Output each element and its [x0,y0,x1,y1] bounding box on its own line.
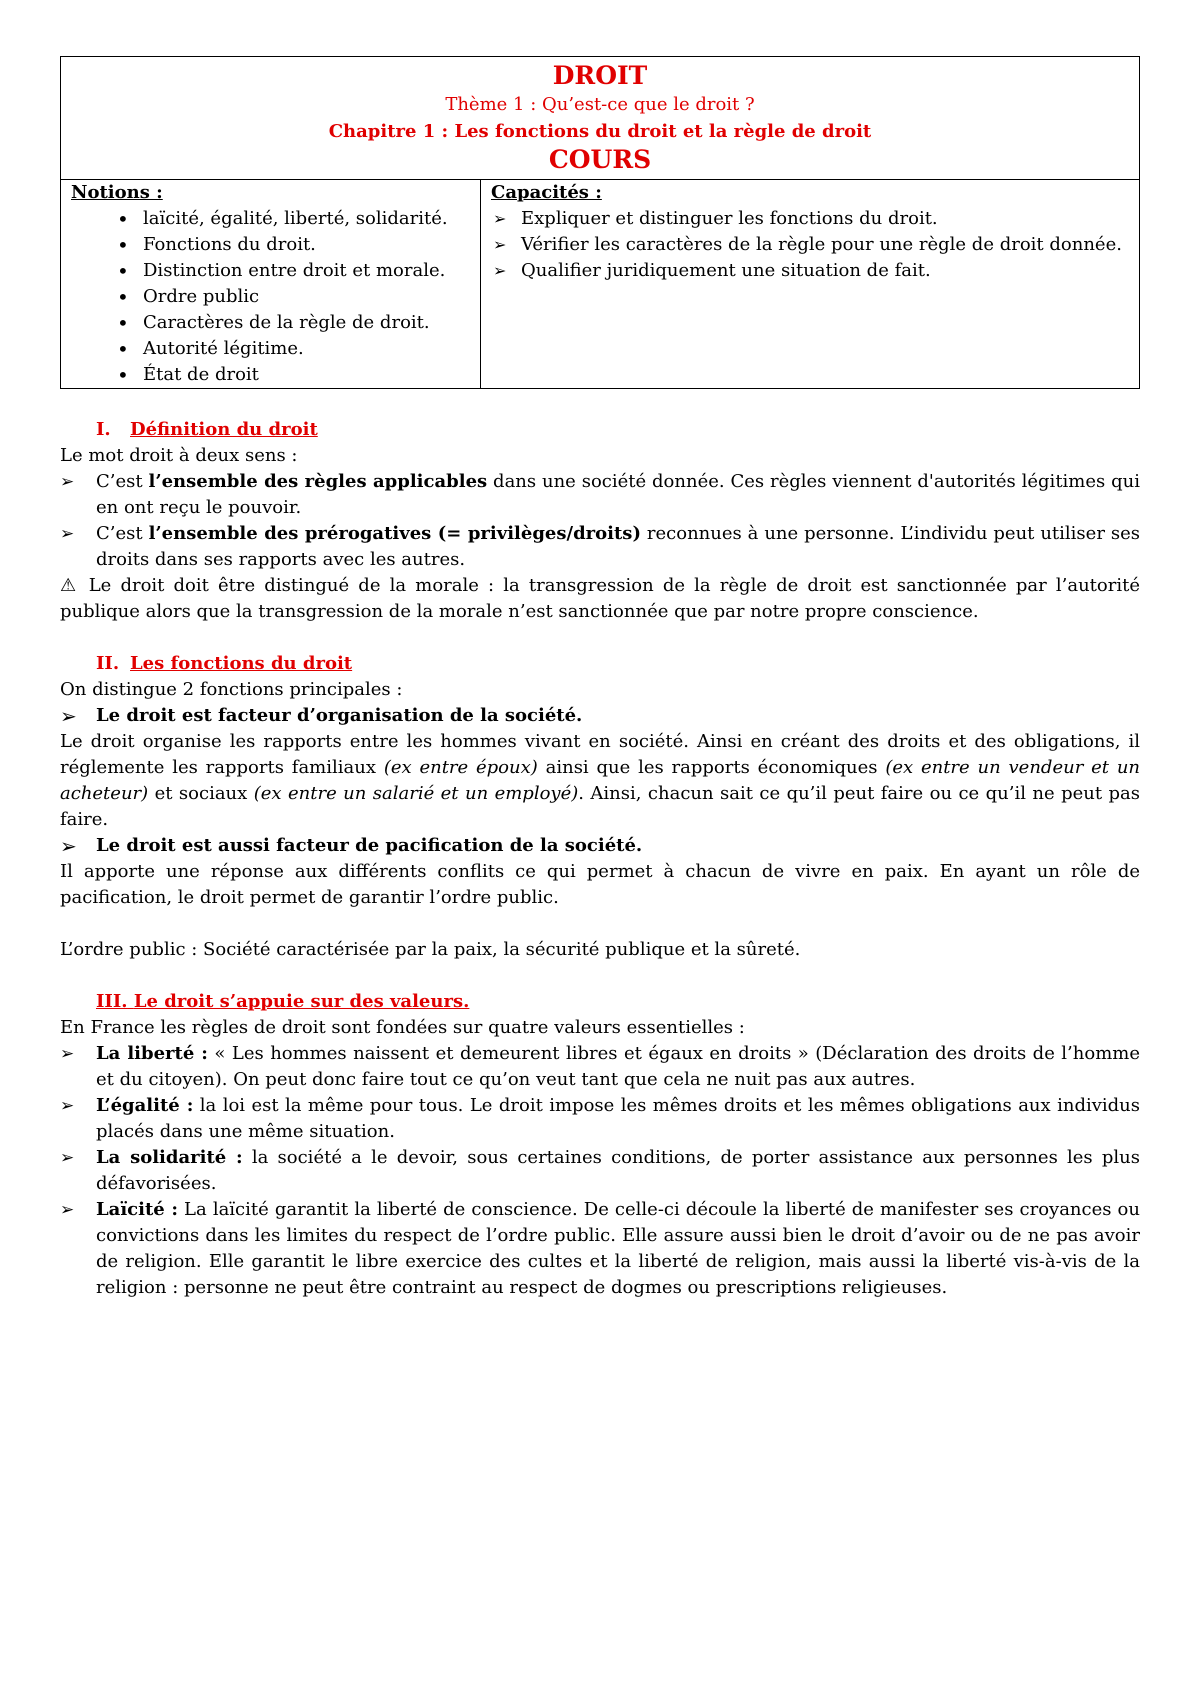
notion-item: • Distinction entre droit et morale. [71,258,470,284]
function-paragraph: Il apporte une réponse aux différents conflits ce qui permet à chacun de vivre en paix. En ayant un rôle de pacification, le droit permet de garantir l’ordre public. [60,861,1140,908]
capacite-text: Expliquer et distinguer les fonctions du droit. [521,208,938,229]
arrow-icon: ➢ [60,472,75,492]
arrow-icon: ➢ [493,261,507,280]
function-heading: ➢ Le droit est facteur d’organisation de la société. [60,704,583,728]
warning-icon: ⚠ [60,575,80,596]
notion-item: • Caractères de la règle de droit. [71,310,470,336]
section-title: III. Le droit s’appuie sur des valeurs. [96,991,470,1012]
value-item: ➢ La solidarité : la société a le devoir, sous certaines conditions, de porter assistance aux personnes les plus défavorisées. [60,1147,1140,1194]
value-item: ➢ La liberté : « Les hommes naissent et demeurent libres et égaux en droits » (Déclaration des droits de l’homme et du citoyen). On peut donc faire tout ce qu’on veut tant que cela ne nuit pas aux autres. [60,1043,1141,1090]
notion-item: • État de droit [71,362,470,388]
section-1-intro: Le mot droit à deux sens : [60,445,298,466]
arrow-icon: ➢ [60,1096,75,1116]
section-number: III. [96,991,128,1012]
notions-cell [61,180,481,388]
function-paragraph: Le droit organise les rapports entre les hommes vivant en société. Ainsi en créant des droits et des obligations, il réglemente les rapports familiaux (ex entre époux) ainsi que les rapports économiques (ex entre un vendeur et un acheteur) et sociaux (ex entre un salarié et un employé). Ainsi, chacun sait ce qu’il peut faire ou ce qu’il ne peut pas faire. [60,731,1140,830]
function-heading: ➢ Le droit est aussi facteur de pacification de la société. [60,834,643,858]
notion-item: • Ordre public [71,284,470,310]
capacites-title: Capacités : [491,182,602,203]
chapter-line: Chapitre 1 : Les fonctions du droit et la règle de droit [328,121,872,142]
warning-paragraph: ⚠ Le droit doit être distingué de la morale : la transgression de la règle de droit est sanctionnée par l’autorité publique alors que la transgression de la morale n’est sanctionnée que par notre propre conscience. [60,575,1140,622]
arrow-icon: ➢ [60,704,77,728]
arrow-icon: ➢ [60,1044,75,1064]
arrow-icon: ➢ [493,209,507,228]
notions-list [71,206,470,388]
definition-item: ➢ C’est l’ensemble des règles applicables dans une société donnée. Ces règles viennent d'autorités légitimes qui en ont reçu le pouvoir. [60,471,1141,518]
value-item: ➢ Laïcité : La laïcité garantit la liberté de conscience. De celle-ci découle la liberté de manifester ses croyances ou convictions dans les limites du respect de l’ordre public. Elle assure aussi bien le droit d’avoir ou de ne pas avoir de religion. Elle garantit le libre exercice des cultes et la liberté de religion, mais aussi la liberté vis-à-vis de la religion : personne ne peut être contraint au respect de dogmes ou prescriptions religieuses. [60,1199,1140,1298]
capacites-list [491,206,1129,284]
document-page [60,56,1140,1301]
section-2-heading [60,651,1140,677]
capacites-cell [481,180,1139,388]
section-number: II. [96,653,120,674]
section-3-intro: En France les règles de droit sont fondées sur quatre valeurs essentielles : [60,1017,745,1038]
header-table [60,56,1140,389]
cours-label: COURS [548,145,652,174]
section-3-heading [60,989,1140,1015]
section-number: I. [96,419,111,440]
capacite-item [491,232,1129,258]
arrow-icon: ➢ [493,235,507,254]
notion-item: • Fonctions du droit. [71,232,470,258]
section-1-heading [60,417,1140,443]
capacite-text: Qualifier juridiquement une situation de fait. [521,260,931,281]
capacite-item [491,258,1129,284]
value-item: ➢ L’égalité : la loi est la même pour tous. Le droit impose les mêmes droits et les mêmes obligations aux individus placés dans une même situation. [60,1095,1141,1142]
document-body [60,417,1140,1301]
section-title: Les fonctions du droit [130,653,353,674]
ordre-public-definition: L’ordre public : Société caractérisée par la paix, la sécurité publique et la sûreté. [60,939,801,960]
notions-title: Notions : [71,182,163,203]
header-title-cell [61,57,1139,180]
definition-item: ➢ C’est l’ensemble des prérogatives (= privilèges/droits) reconnues à une personne. L’individu peut utiliser ses droits dans ses rapports avec les autres. [60,523,1140,570]
section-2-intro: On distingue 2 fonctions principales : [60,679,403,700]
notion-item: • Autorité légitime. [71,336,470,362]
section-title: Définition du droit [130,419,318,440]
arrow-icon: ➢ [60,834,77,858]
header-columns [61,180,1139,388]
capacite-text: Vérifier les caractères de la règle pour une règle de droit donnée. [521,234,1122,255]
arrow-icon: ➢ [60,1148,75,1168]
arrow-icon: ➢ [60,524,75,544]
notion-item: • laïcité, égalité, liberté, solidarité. [71,206,470,232]
arrow-icon: ➢ [60,1200,75,1220]
capacite-item [491,206,1129,232]
doc-title: DROIT [552,61,648,90]
theme-line: Thème 1 : Qu’est-ce que le droit ? [445,94,755,115]
